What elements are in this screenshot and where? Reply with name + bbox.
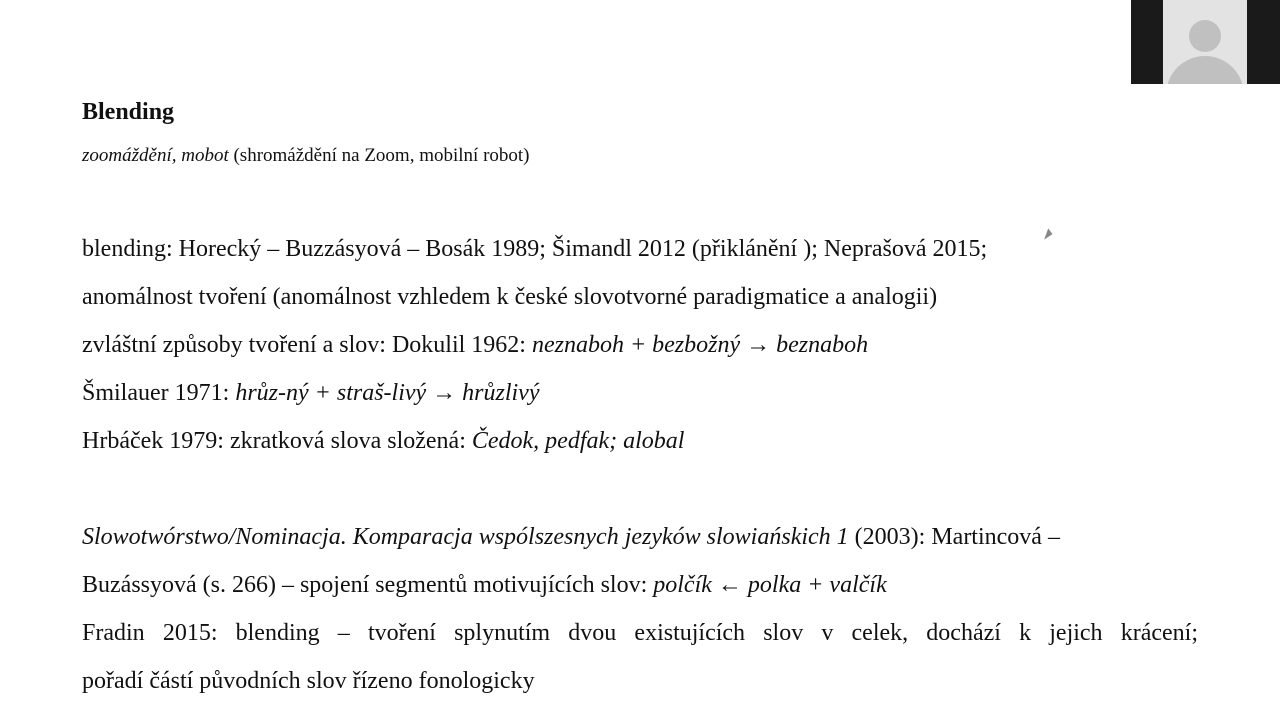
avatar-head [1189, 20, 1221, 52]
text-line-7-plain: Buzássyová (s. 266) – spojení segmentů motivujících slov: [82, 572, 654, 598]
participant-video-tile[interactable] [1131, 0, 1280, 84]
text-line-5-example: Čedok, pedfak; alobal [471, 428, 685, 454]
text-line-8 [82, 618, 1198, 648]
text-line-9: pořadí částí původních slov řízeno fonologicky [82, 668, 535, 694]
example-gloss: (shromáždění na Zoom, mobilní robot) [228, 145, 530, 166]
text-line-6 [82, 522, 1060, 552]
text-line-5 [82, 426, 684, 456]
example-words: zoomáždění, mobot [82, 145, 229, 166]
text-line-2: anomálnost tvoření (anomálnost vzhledem k české slovotvorné paradigmatice a analogii) [82, 284, 938, 310]
text-line-7-example: polčík ← polka + valčík [653, 572, 887, 598]
text-line-1: blending: Horecký – Buzzásyová – Bosák 1989; Šimandl 2012 (přiklánění ); Neprašová 2015; [82, 236, 988, 262]
mouse-pointer-icon [1044, 228, 1054, 241]
section-heading: Blending [82, 99, 175, 125]
text-line-4 [82, 378, 540, 408]
text-line-7 [82, 570, 887, 600]
text-line-5-plain: Hrbáček 1979: zkratková slova složená: [82, 428, 472, 454]
text-line-6-plain: (2003): Martincová – [848, 524, 1060, 550]
participant-avatar-frame [1163, 0, 1247, 84]
text-line-3-example: neznaboh + bezbožný → beznaboh [531, 332, 869, 358]
text-line-8-text: Fradin 2015: blending – tvoření splynutím dvou existujících slov v celek, dochází k jejich krácení; [82, 620, 1198, 646]
avatar-body [1166, 56, 1244, 84]
example-line [82, 145, 530, 167]
text-line-4-example: hrůz-ný + straš-livý → hrůzlivý [235, 380, 540, 406]
text-line-6-title: Slowotwórstwo/Nominacja. Komparacja wspólszesnych jezyków slowiańskich 1 [82, 524, 849, 550]
text-line-3 [82, 330, 868, 360]
text-line-3-plain: zvláštní způsoby tvoření a slov: Dokulil 1962: [82, 332, 532, 358]
text-line-4-plain: Šmilauer 1971: [82, 380, 236, 406]
